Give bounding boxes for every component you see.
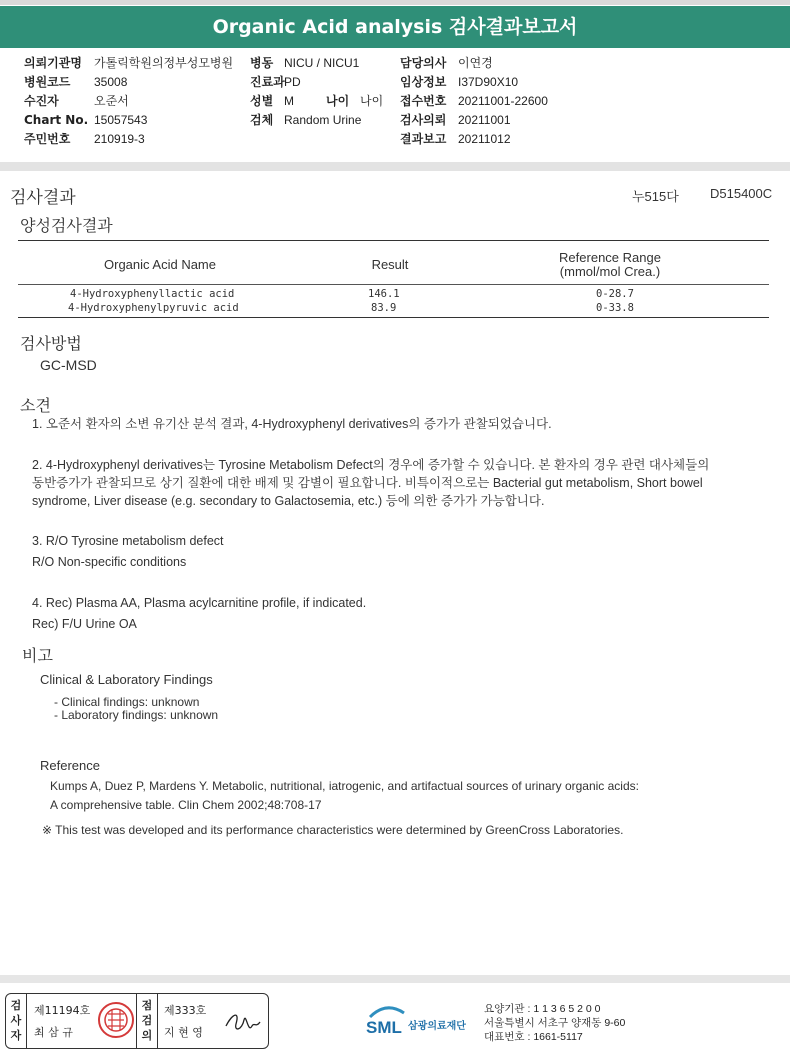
col-header-range-unit: (mmol/mol Crea.) xyxy=(559,264,661,279)
reviewer-label: 점검의 xyxy=(141,999,153,1042)
specimen-value: Random Urine xyxy=(284,113,362,127)
chart-no-label: Chart No. xyxy=(24,113,89,127)
reviewer-name: 지 현 영 xyxy=(164,1026,203,1039)
signature-box xyxy=(5,993,269,1049)
dept-value: PD xyxy=(284,75,301,89)
corp-address: 서울특별시 서초구 양재동 9-60 xyxy=(484,1017,626,1029)
age-value: 나이 xyxy=(360,94,384,108)
report-date-value: 20211012 xyxy=(458,132,511,146)
chart-no-value: 15057543 xyxy=(94,113,148,127)
hospital-code-value: 35008 xyxy=(94,75,128,89)
reviewer-license: 제333호 xyxy=(164,1004,207,1017)
table-bottom-rule xyxy=(18,317,769,318)
col-header-name: Organic Acid Name xyxy=(104,257,216,272)
clinical-info-value: I37D90X10 xyxy=(458,75,519,89)
examiner-name: 최 삼 규 xyxy=(34,1026,73,1039)
finding-2-line1: 2. 4-Hydroxyphenyl derivatives는 Tyrosine Metabolism Defect의 경우에 증가할 수 있습니다. 본 환자의 경우 관련 대사체들의 xyxy=(32,458,710,472)
method-title: 검사방법 xyxy=(20,334,82,353)
section-divider xyxy=(0,162,790,171)
divider xyxy=(136,994,137,1048)
request-date-value: 20211001 xyxy=(458,113,511,127)
institution-value: 가톨릭학원의정부성모병원 xyxy=(94,56,234,70)
sml-logo-subtitle: 삼광의료재단 xyxy=(408,1021,466,1032)
table-top-rule xyxy=(18,240,769,241)
test-code-2: D515400C xyxy=(710,186,773,201)
row1-result: 146.1 xyxy=(368,288,400,300)
footer-divider xyxy=(0,975,790,983)
report-title: Organic Acid analysis 검사결과보고서 xyxy=(0,6,790,48)
finding-1: 1. 오준서 환자의 소변 유기산 분석 결과, 4-Hydroxyphenyl derivatives의 증가가 관찰되었습니다. xyxy=(32,417,552,431)
row1-range: 0-28.7 xyxy=(596,288,634,300)
row2-range: 0-33.8 xyxy=(596,302,634,314)
signature-image xyxy=(222,1004,262,1040)
sml-logo xyxy=(366,1003,486,1039)
finding-3-line2: R/O Non-specific conditions xyxy=(32,555,187,569)
row1-name: 4-Hydroxyphenyllactic acid xyxy=(70,288,235,300)
resident-no-value: 210919-3 xyxy=(94,132,145,146)
receipt-label: 접수번호 xyxy=(400,94,447,108)
reference-line2: A comprehensive table. Clin Chem 2002;48:708-17 xyxy=(50,798,322,812)
divider xyxy=(26,994,27,1048)
corp-info xyxy=(484,1002,625,1044)
positive-results-title: 양성검사결과 xyxy=(20,216,113,235)
examiner-license: 제11194호 xyxy=(34,1004,91,1017)
clinical-info-label: 임상정보 xyxy=(400,75,447,89)
divider xyxy=(157,994,158,1048)
clinical-findings-item: - Clinical findings: unknown xyxy=(54,695,200,709)
row2-result: 83.9 xyxy=(371,302,397,314)
results-title: 검사결과 xyxy=(10,188,76,208)
row2-name: 4-Hydroxyphenylpyruvic acid xyxy=(68,302,239,314)
examiner-label: 검사자 xyxy=(10,999,22,1042)
report-date-label: 결과보고 xyxy=(400,132,447,146)
finding-2-line2: 동반증가가 관찰되므로 상기 질환에 대한 배제 및 감별이 필요합니다. 비특이적으로는 Bacterial gut metabolism, Short bowel xyxy=(32,476,703,490)
receipt-value: 20211001-22600 xyxy=(458,94,548,108)
seal-stamp xyxy=(96,1000,136,1040)
reference-title: Reference xyxy=(40,758,100,773)
resident-no-label: 주민번호 xyxy=(24,132,71,146)
top-border xyxy=(0,0,790,5)
ward-label: 병동 xyxy=(250,56,274,70)
remarks-title: 비고 xyxy=(22,646,53,665)
request-date-label: 검사의뢰 xyxy=(400,113,447,127)
lab-disclaimer: ※ This test was developed and its performance characteristics were determined by GreenCross Laboratories. xyxy=(42,823,624,837)
finding-2-line3: syndrome, Liver disease (e.g. secondary to Galactosemia, etc.) 등에 의한 증가가 가능합니다. xyxy=(32,494,545,508)
corp-provider-no: 요양기관 : 1 1 3 6 5 2 0 0 xyxy=(484,1003,601,1015)
finding-3-line1: 3. R/O Tyrosine metabolism defect xyxy=(32,534,224,548)
institution-label: 의뢰기관명 xyxy=(24,56,82,70)
sml-logo-mark xyxy=(366,1003,408,1039)
doctor-label: 담당의사 xyxy=(400,56,447,70)
sex-value: M xyxy=(284,94,294,108)
table-header-rule xyxy=(18,284,769,285)
sml-logo-text: SML xyxy=(366,1018,402,1037)
age-label: 나이 xyxy=(326,94,350,108)
ward-value: NICU / NICU1 xyxy=(284,56,360,70)
patient-label: 수진자 xyxy=(24,94,59,108)
dept-label: 진료과 xyxy=(250,75,285,89)
test-code-1: 누515다 xyxy=(632,189,679,204)
col-header-result: Result xyxy=(371,257,409,272)
patient-info-block xyxy=(24,54,784,154)
doctor-value: 이연경 xyxy=(458,56,493,70)
corp-phone: 대표번호 : 1661-5117 xyxy=(484,1031,583,1043)
col-header-range: Reference Range xyxy=(559,250,661,265)
finding-4-line2: Rec) F/U Urine OA xyxy=(32,617,137,631)
laboratory-findings-item: - Laboratory findings: unknown xyxy=(54,708,219,722)
specimen-label: 검체 xyxy=(250,113,274,127)
finding-4-line1: 4. Rec) Plasma AA, Plasma acylcarnitine profile, if indicated. xyxy=(32,596,367,610)
reference-line1: Kumps A, Duez P, Mardens Y. Metabolic, nutritional, iatrogenic, and artifactual sources of urinary organic acids: xyxy=(50,779,639,793)
remarks-subtitle: Clinical & Laboratory Findings xyxy=(40,672,213,687)
method-value: GC-MSD xyxy=(40,357,97,373)
sex-label: 성별 xyxy=(250,94,274,108)
hospital-code-label: 병원코드 xyxy=(24,75,71,89)
findings-title: 소견 xyxy=(20,396,51,415)
patient-value: 오준서 xyxy=(94,94,129,108)
